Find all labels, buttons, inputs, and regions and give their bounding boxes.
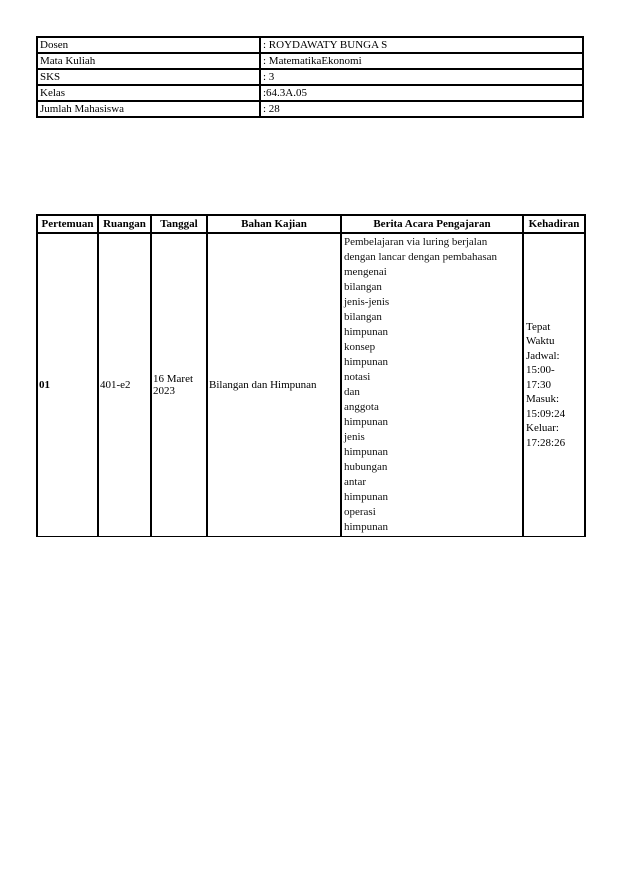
berita-line: bilangan: [344, 311, 382, 323]
info-value: :64.3A.05: [260, 85, 583, 101]
pertemuan-cell: 01: [37, 233, 98, 537]
info-label: Kelas: [37, 85, 260, 101]
kehadiran-line: Keluar:: [526, 422, 559, 435]
berita-line: notasi: [344, 371, 371, 383]
berita-line: anggota: [344, 401, 379, 413]
berita-line: himpunan: [344, 326, 388, 338]
teaching-log-table: [36, 214, 586, 537]
info-value: : ROYDAWATY BUNGA S: [260, 37, 583, 53]
table-header-row: [37, 215, 585, 233]
berita-line: Pembelajaran via luring berjalan: [344, 236, 488, 248]
berita-line: himpunan: [344, 416, 388, 428]
kehadiran-line: Masuk:: [526, 393, 559, 406]
kehadiran-line: 17:30: [526, 378, 552, 391]
berita-line: mengenai: [344, 266, 387, 278]
info-row-kelas: [37, 85, 583, 101]
info-label: Dosen: [37, 37, 260, 53]
kehadiran-cell: [523, 233, 585, 537]
berita-line: himpunan: [344, 521, 388, 533]
info-row-dosen: [37, 37, 583, 53]
berita-line: jenis-jenis: [344, 296, 390, 308]
info-value: : 3: [260, 69, 583, 85]
course-info-table: [36, 36, 584, 118]
berita-line: dengan lancar dengan pembahasan: [344, 251, 498, 263]
table-continuation: [36, 531, 586, 537]
info-value: : 28: [260, 101, 583, 117]
info-label: Jumlah Mahasiswa: [37, 101, 260, 117]
bahan-kajian-cell: Bilangan dan Himpunan: [207, 233, 341, 537]
info-label: SKS: [37, 69, 260, 85]
info-row-jumlah-mahasiswa: [37, 101, 583, 117]
kehadiran-line: Jadwal:: [526, 349, 560, 362]
berita-line: konsep: [344, 341, 376, 353]
tanggal-cell: [151, 233, 207, 537]
berita-line: operasi: [344, 506, 376, 518]
kehadiran-line: 17:28:26: [526, 436, 566, 449]
header-ruangan: Ruangan: [98, 215, 151, 233]
header-berita-acara: Berita Acara Pengajaran: [341, 215, 523, 233]
header-kehadiran: Kehadiran: [523, 215, 585, 233]
info-label: Mata Kuliah: [37, 53, 260, 69]
tanggal-line: 2023: [153, 385, 175, 397]
berita-line: himpunan: [344, 446, 388, 458]
header-bahan-kajian: Bahan Kajian: [207, 215, 341, 233]
kehadiran-line: Waktu: [526, 335, 555, 348]
berita-line: bilangan: [344, 281, 382, 293]
berita-line: dan: [344, 386, 360, 398]
kehadiran-line: 15:00-: [526, 364, 555, 377]
berita-line: jenis: [344, 431, 365, 443]
info-value: : MatematikaEkonomi: [260, 53, 583, 69]
header-tanggal: Tanggal: [151, 215, 207, 233]
berita-line: himpunan: [344, 491, 388, 503]
berita-acara-cell: [341, 233, 523, 537]
info-row-sks: [37, 69, 583, 85]
berita-line: hubungan: [344, 461, 388, 473]
ruangan-cell: 401-e2: [98, 233, 151, 537]
berita-line: antar: [344, 476, 366, 488]
table-row: [37, 233, 585, 537]
berita-line: himpunan: [344, 356, 388, 368]
header-pertemuan: Pertemuan: [37, 215, 98, 233]
info-row-mata-kuliah: [37, 53, 583, 69]
tanggal-line: 16 Maret: [153, 373, 194, 385]
kehadiran-line: Tepat: [526, 320, 551, 333]
kehadiran-line: 15:09:24: [526, 407, 566, 420]
